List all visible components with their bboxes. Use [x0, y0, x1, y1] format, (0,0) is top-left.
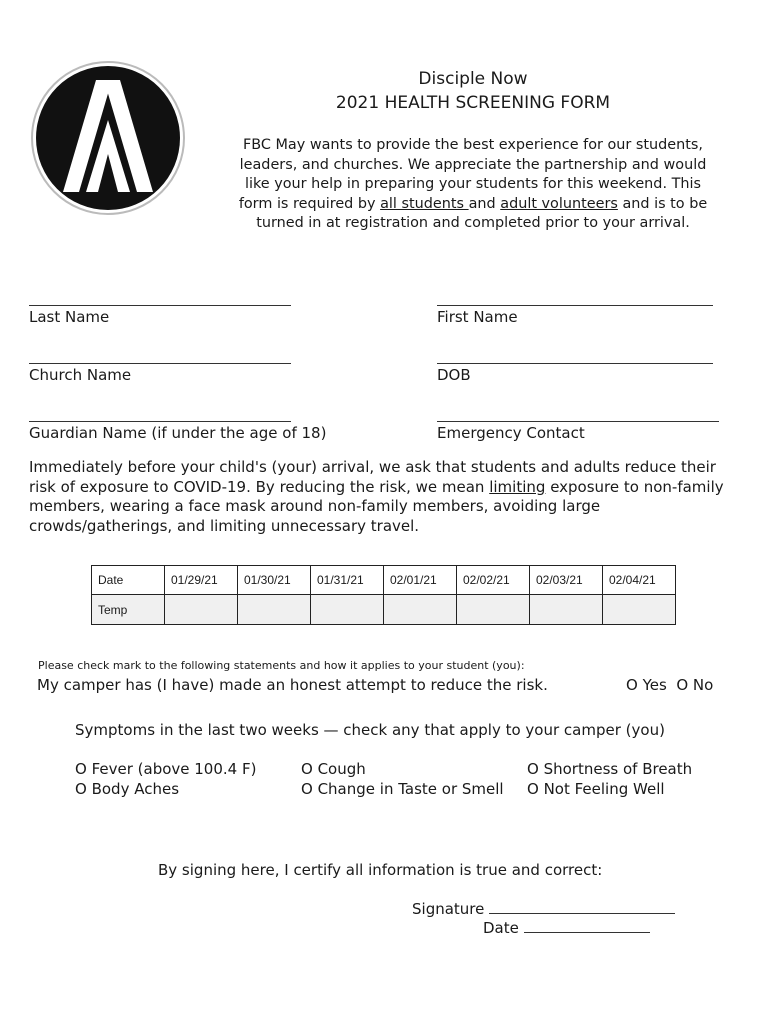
- date-line[interactable]: [524, 920, 650, 933]
- date-cell: 02/03/21: [530, 566, 603, 595]
- reduce-risk-statement: My camper has (I have) made an honest attempt to reduce the risk.: [37, 676, 548, 694]
- last-name-line[interactable]: [29, 305, 291, 306]
- temp-header-cell: Temp: [92, 595, 165, 625]
- date-cell: 01/29/21: [165, 566, 238, 595]
- no-option[interactable]: O No: [676, 676, 714, 694]
- covid-paragraph: Immediately before your child's (your) arrival, we ask that students and adults reduce their risk of exposure to COVID-19. By reducing the risk, we mean limiting exposure to non-family members, wearing a face mask around non-family members, avoiding large crowds/gatherings, and limiting unnecessary travel.: [29, 458, 724, 535]
- first-name-line[interactable]: [437, 305, 713, 306]
- date-header-cell: Date: [92, 566, 165, 595]
- logo-image: [30, 60, 186, 216]
- signature-row: [412, 900, 675, 918]
- yes-option[interactable]: O Yes: [626, 676, 667, 694]
- emergency-contact-label: Emergency Contact: [437, 424, 585, 442]
- emergency-contact-line[interactable]: [437, 421, 719, 422]
- adult-volunteers-emphasis: adult volunteers: [500, 195, 618, 212]
- dob-line[interactable]: [437, 363, 713, 364]
- limiting-emphasis: limiting: [489, 477, 546, 496]
- temp-row: [92, 595, 676, 625]
- date-cell: 02/01/21: [384, 566, 457, 595]
- church-name-line[interactable]: [29, 363, 291, 364]
- last-name-label: Last Name: [29, 308, 110, 326]
- date-row: [483, 919, 650, 937]
- date-cell: 01/30/21: [238, 566, 311, 595]
- date-label: Date: [483, 919, 519, 937]
- check-instruction: Please check mark to the following statements and how it applies to your student (you):: [38, 659, 525, 672]
- form-subtitle: 2021 HEALTH SCREENING FORM: [335, 93, 611, 113]
- signature-label: Signature: [412, 900, 485, 918]
- first-name-label: First Name: [437, 308, 518, 326]
- temperature-table: [91, 565, 676, 625]
- intro-text: FBC May wants to provide the best experience for our students, leaders, and churches. We appreciate the partnership and would like your help in preparing your students for this weekend. This form is required by all students and adult volunteers and is to be turned in at registration and completed prior to your arrival.: [238, 137, 708, 232]
- dob-label: DOB: [437, 366, 471, 384]
- guardian-name-line[interactable]: [29, 421, 291, 422]
- yes-no-options: [626, 676, 713, 694]
- date-cell: 01/31/21: [311, 566, 384, 595]
- symptom-not-feeling-well[interactable]: O Not Feeling Well: [527, 780, 665, 798]
- symptom-fever[interactable]: O Fever (above 100.4 F): [75, 760, 257, 778]
- guardian-name-label: Guardian Name (if under the age of 18): [29, 424, 327, 442]
- temp-input-cell[interactable]: [384, 595, 457, 625]
- signature-line[interactable]: [489, 901, 675, 914]
- church-name-label: Church Name: [29, 366, 132, 384]
- symptom-taste-smell[interactable]: O Change in Taste or Smell: [301, 780, 504, 798]
- date-row: [92, 566, 676, 595]
- temp-input-cell[interactable]: [238, 595, 311, 625]
- all-students-emphasis: all students: [380, 195, 469, 212]
- date-cell: 02/02/21: [457, 566, 530, 595]
- temp-input-cell[interactable]: [457, 595, 530, 625]
- form-title: Disciple Now: [418, 69, 528, 89]
- symptoms-heading: Symptoms in the last two weeks — check any that apply to your camper (you): [75, 721, 665, 739]
- certify-statement: By signing here, I certify all information is true and correct:: [158, 861, 603, 879]
- temp-input-cell[interactable]: [603, 595, 676, 625]
- date-cell: 02/04/21: [603, 566, 676, 595]
- symptom-cough[interactable]: O Cough: [301, 760, 366, 778]
- temp-input-cell[interactable]: [311, 595, 384, 625]
- temp-input-cell[interactable]: [165, 595, 238, 625]
- temp-input-cell[interactable]: [530, 595, 603, 625]
- symptom-body-aches[interactable]: O Body Aches: [75, 780, 180, 798]
- symptom-shortness-of-breath[interactable]: O Shortness of Breath: [527, 760, 693, 778]
